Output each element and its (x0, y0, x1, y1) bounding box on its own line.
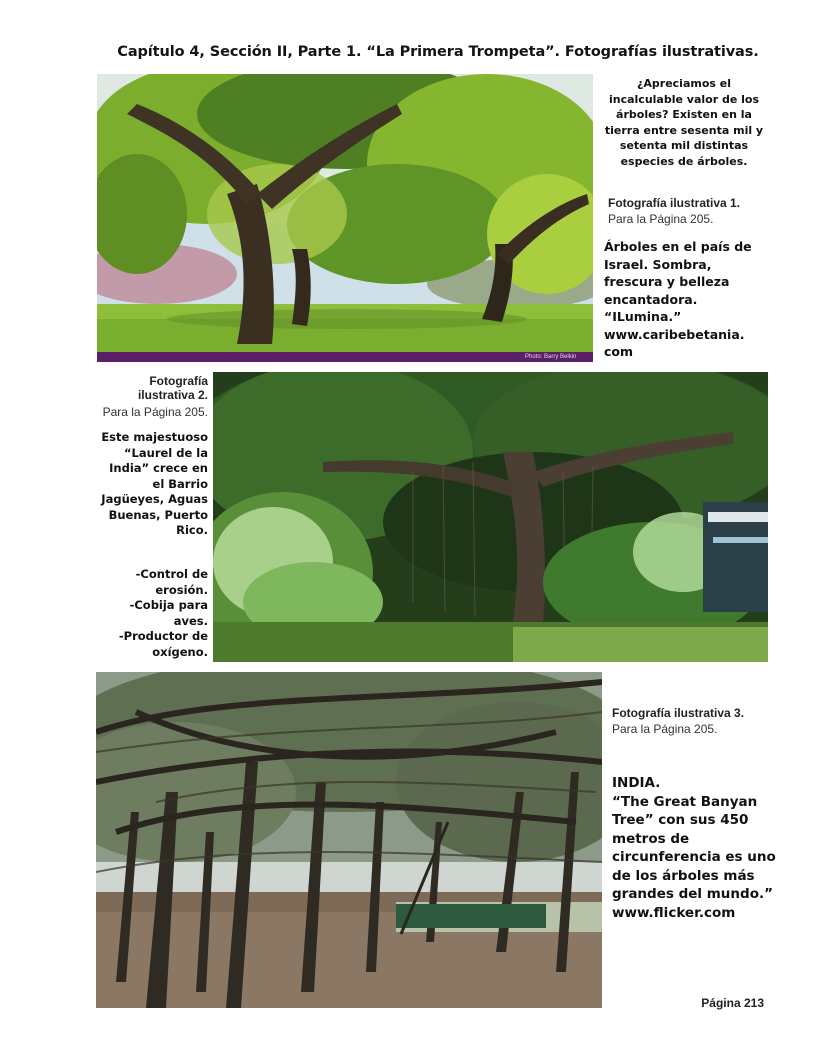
photo3-page-ref: Para la Página 205. (612, 722, 718, 736)
photo2-description: Este majestuoso “Laurel de la India” crece en el Barrio Jagüeyes, Aguas Buenas, Puerto Rico. (101, 430, 208, 537)
photo1-page-ref: Para la Página 205. (608, 212, 714, 226)
page-number: Página 213 (701, 996, 764, 1010)
photo3-description (612, 774, 792, 922)
photo-laurel-de-la-india (213, 372, 768, 662)
photo1-description: Árboles en el país de Israel. Sombra, frescura y belleza encantadora. “ILumina.” www.caribebetania. com (604, 239, 752, 359)
photo1-question-text: ¿Apreciamos el incalculable valor de los árboles? Existen en la tierra entre sesenta mil y setenta mil distintas especies de árboles. (604, 77, 764, 168)
photo-credit: Photo: Barry Belkin (525, 354, 577, 360)
benefit-item: -Productor de oxígeno. (118, 629, 208, 659)
photo3-label: Fotografía ilustrativa 3. (612, 706, 745, 720)
benefit-item: -Cobija para aves. (129, 598, 208, 628)
benefit-item: -Control de erosión. (135, 567, 208, 597)
photo1-label: Fotografía ilustrativa 1. (608, 196, 741, 210)
photo2-page-ref: Para la Página 205. (102, 405, 208, 419)
photo3-description-title: INDIA. (612, 775, 661, 791)
photo2-benefits-list (98, 567, 208, 660)
page-title: Capítulo 4, Sección II, Parte 1. “La Primera Trompeta”. Fotografías ilustrativas. (117, 44, 759, 60)
photo-great-banyan-tree (96, 672, 602, 1008)
photo2-label: Fotografía ilustrativa 2. (137, 374, 208, 402)
photo3-description-text: “The Great Banyan Tree” con sus 450 metros de circunferencia es uno de los árboles más grandes del mundo.” www.flicker.com (612, 793, 776, 921)
photo-israel-trees (97, 74, 593, 362)
